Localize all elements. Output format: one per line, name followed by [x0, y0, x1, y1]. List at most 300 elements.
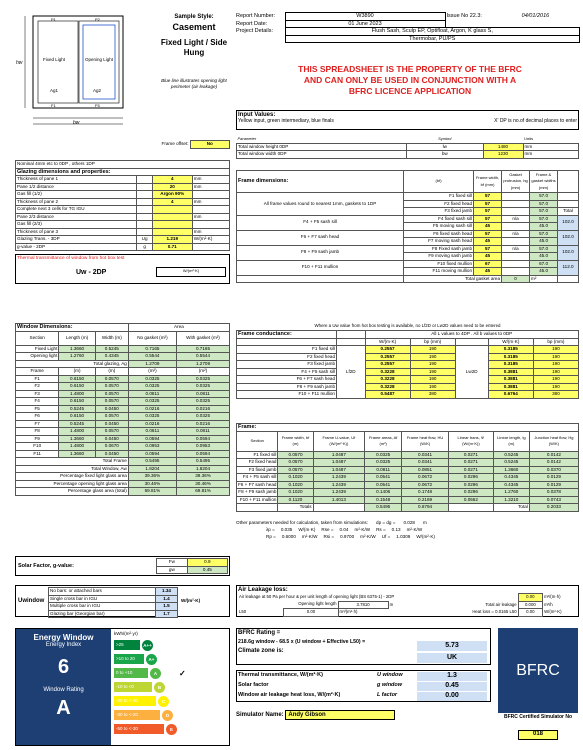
frame-cell: F11	[16, 450, 59, 458]
warning-line-1: THIS SPREADSHEET IS THE PROPERTY OF THE BFRC	[298, 64, 522, 74]
frame-cell: F6	[16, 413, 59, 421]
input-dp-note: X' DP is no.of decimal places to enter	[494, 118, 577, 124]
frame-cell: F8	[16, 428, 59, 436]
frame-cell: 0.0216	[177, 405, 230, 413]
rating-check-icon: ✓	[179, 668, 186, 678]
glazing-cell: Gas fill (2/3)	[16, 221, 137, 229]
frame2-cell: 0.1020	[278, 489, 313, 497]
glazing-cell	[137, 213, 152, 221]
energy-band	[114, 667, 229, 679]
frame-cell: 0.0570	[95, 375, 128, 383]
l50-label: L50	[239, 609, 247, 614]
l50-unit: m³/(m²·h)	[339, 609, 358, 615]
bfrc-value: 5.73	[417, 641, 487, 651]
simulator-name[interactable]: Andy Gibson	[285, 710, 395, 720]
frame2-col: Frame areas, Af (m²)	[365, 431, 402, 451]
glazing-cell[interactable]	[152, 206, 192, 214]
frame-offset	[15, 140, 230, 149]
frame-cell: F9	[16, 435, 59, 443]
kwh-label: kWh/(m²·yr)	[114, 631, 138, 636]
frame2-cell: 0.1406	[365, 489, 402, 497]
band-letter: B	[154, 682, 165, 693]
frame2-cell: 0.0562	[448, 496, 493, 504]
lw-value[interactable]: 0.3881	[488, 376, 533, 384]
frame-cell: 0.0450	[95, 420, 128, 428]
band-letter: A+	[146, 654, 157, 665]
frame-dim-cell[interactable]: 57	[474, 200, 502, 208]
bfrc-formula: 218.6g window - 68.5 x (U window + Effective L50) =	[238, 639, 366, 645]
project-details-label: Project Details:	[236, 28, 273, 34]
fw-value[interactable]: 0.9	[187, 559, 227, 567]
frame-dim-cell[interactable]: 45	[474, 268, 502, 276]
sf-symbol: g window	[377, 682, 403, 688]
lp-value: 0.035	[280, 527, 293, 532]
uw-label: Single cross bar in IGU	[49, 595, 156, 603]
frame2-cell: 0.0570	[278, 466, 313, 474]
frame2-cell: 0.4345	[493, 474, 529, 482]
issue-label: Issue No 22.3:	[446, 13, 482, 19]
frame-dim-cell[interactable]: 57	[474, 193, 502, 201]
conductance-sub: All L values to 4DP . All b values to 0DP	[365, 331, 578, 339]
frame-dim-cell: F2 fixed head	[404, 200, 474, 208]
solar-label: Solar Factor, g-value:	[18, 563, 74, 569]
frame2-cell: 1.2760	[493, 489, 529, 497]
frame-dim-cell[interactable]: 45	[474, 238, 502, 246]
report-date-label: Report Date:	[236, 20, 268, 27]
frame-dim-cell: 57.0	[530, 193, 558, 201]
window-width-input[interactable]: 1230	[483, 151, 523, 159]
uw-label: Glazing bar (Georgian bar)	[49, 610, 156, 618]
glazing-cell[interactable]: 1.219	[152, 236, 192, 244]
glazing-cell: Glazing Trans. - 3DP	[16, 236, 137, 244]
frame2-cell: 0.0851	[402, 466, 449, 474]
fw-label: Fw	[157, 559, 188, 567]
sum-value: 0.5495	[128, 458, 176, 466]
glazing-cell	[192, 243, 229, 251]
frame-heat-table	[236, 423, 579, 512]
frame-cell: 0.0325	[128, 413, 176, 421]
sum-value: 1.8204	[177, 465, 230, 473]
tt-label: Thermal transmittance, W/(m²·K)	[238, 672, 323, 678]
climate-zone-value: UK	[417, 653, 487, 663]
rsi-label: Rsi =	[323, 534, 335, 539]
project-details-2: Thermobar, PU/PS	[285, 35, 580, 43]
frame-dim-cell: 57.0	[530, 230, 558, 238]
energy-title: Energy Window	[33, 633, 94, 642]
lf-b[interactable]: 190	[410, 346, 455, 354]
frame2-col: Frame U-value, Uf (W/(m²·K))	[313, 431, 365, 451]
lp-label: λp =	[266, 527, 275, 532]
energy-index-value: 6	[57, 656, 70, 678]
lf-value[interactable]: 0.3228	[365, 383, 410, 391]
rse-value: 0.04	[339, 527, 349, 532]
group-total: 112.0	[558, 260, 579, 275]
frame2-cell: 0.1548	[365, 496, 402, 504]
glazing-cell[interactable]	[152, 213, 192, 221]
air-line-value[interactable]: 0.00	[518, 594, 542, 602]
frame2-cell: F6 + F7 sash head	[238, 481, 277, 487]
frame2-cell: 0.5245	[493, 459, 529, 467]
empty	[455, 338, 488, 346]
frame2-col: Linear trans, Ψ (W/(m·K))	[448, 431, 493, 451]
lf-value[interactable]: 0.3228	[365, 376, 410, 384]
lw-b[interactable]: 380	[533, 391, 578, 399]
frame2-cell: 0.0378	[529, 489, 578, 497]
lw-value[interactable]: 0.3881	[488, 383, 533, 391]
frame-dim-cell: F5 moving sash sill	[404, 223, 474, 231]
frame-dims-title: Frame dimensions:	[237, 171, 404, 193]
band-letter: A	[150, 668, 161, 679]
frame2-cell: 0.0341	[402, 451, 449, 459]
empty	[237, 275, 404, 283]
glazing-cell	[192, 221, 229, 229]
frame-hdr: (m²)	[177, 368, 230, 376]
rp-value: 0.6000	[281, 534, 296, 539]
lw-b[interactable]: 190	[533, 361, 578, 369]
uw-unit: W/(m²·K)	[182, 268, 200, 273]
glazing-cell[interactable]	[152, 228, 192, 236]
dp-label: dp = dg =	[376, 520, 396, 525]
col-h: bp (mm)	[410, 338, 455, 346]
frame-dim-cell: 45.0	[530, 253, 558, 261]
frame2-cell: F8 + F9 sash jamb	[238, 489, 277, 494]
sum-value: 1.2709	[177, 360, 230, 368]
lw-value[interactable]: 0.6764	[488, 391, 533, 399]
frame2-cell: 0.1020	[278, 481, 313, 489]
lw-b[interactable]: 190	[533, 346, 578, 354]
frame-cell: 0.0216	[128, 420, 176, 428]
other-title: Other parameters needed for calculation, taken from simulations:	[236, 520, 369, 525]
frame-dim-cell	[502, 253, 530, 261]
win-cell: 0.7165	[177, 345, 230, 353]
col-h: W/(m·K)	[365, 338, 410, 346]
glazing-cell[interactable]: 0.71	[152, 243, 192, 251]
frame-dim-cell[interactable]: 57	[474, 245, 502, 253]
glazing-cell[interactable]: 4	[152, 198, 192, 206]
report-date: 01 June 2023	[285, 20, 445, 28]
frame2-cell: 1.4013	[313, 496, 365, 504]
frame-dim-cell[interactable]: 57	[474, 215, 502, 223]
gasket-label: Total gasket area	[404, 275, 502, 283]
frame-conductance	[236, 323, 579, 399]
lw-value[interactable]: 0.3185	[488, 353, 533, 361]
frame2-cell: F4 + F5 sash sill	[237, 474, 278, 482]
frame2-cell: 0.0325	[365, 451, 402, 459]
frame2-cell: 0.0570	[278, 459, 313, 467]
glazing-cell: Thickness of pane 3	[16, 228, 137, 236]
glazing-cell	[192, 206, 229, 214]
gw-value: 0.45	[187, 566, 227, 574]
lf-b[interactable]: 190	[410, 376, 455, 384]
perim-label: Opening light length	[298, 601, 337, 607]
total-af: 0.5495	[365, 504, 402, 512]
frame-dims-col-header: (bf)	[404, 171, 474, 193]
sum-label: Total Frame	[16, 458, 129, 466]
frame-cell: F1	[16, 375, 59, 383]
frame-dim-cell: n/a	[502, 230, 530, 238]
cond-label: F3 fixed jamb	[237, 361, 337, 369]
frame2-cell: F3 fixed jamb	[237, 466, 278, 474]
casement-diagram	[15, 12, 155, 130]
bfrc-logo: BFRC	[498, 628, 578, 713]
window-rating-value: A	[56, 697, 71, 719]
glazing-cell	[137, 206, 152, 214]
lw-value[interactable]: 0.3185	[488, 346, 533, 354]
frame-cell: 0.0594	[177, 435, 230, 443]
glazing-cell[interactable]: 20	[152, 183, 192, 191]
lf-value[interactable]: 0.3228	[365, 368, 410, 376]
frame-dim-cell	[502, 238, 530, 246]
frame-dim-cell[interactable]: 45	[474, 223, 502, 231]
lw-value[interactable]: 0.3881	[488, 368, 533, 376]
glazing-cell	[192, 191, 229, 199]
energy-band	[114, 653, 229, 665]
lf-b[interactable]: 190	[410, 368, 455, 376]
band-range: 0 to +10	[114, 668, 148, 678]
energy-band	[114, 681, 229, 693]
glazing-cell[interactable]: Argon 90%	[152, 191, 192, 199]
glazing-cell	[137, 191, 152, 199]
lf-b[interactable]: 380	[410, 391, 455, 399]
rs-unit: m²·K/W	[406, 527, 423, 532]
lw-b[interactable]: 190	[533, 353, 578, 361]
frame-cell: 1.4800	[59, 428, 95, 436]
lw-value[interactable]: 0.3185	[488, 361, 533, 369]
licence-warning	[240, 64, 580, 97]
sum-value: 1.8204	[128, 465, 176, 473]
frame2-title: Frame:	[237, 424, 579, 432]
frame2-cell: 0.1748	[402, 489, 449, 497]
frame2-cell: 0.0743	[529, 496, 578, 504]
cond-label: F6 + F7 sash head	[237, 376, 337, 384]
style-sub: Fixed Light / Side Hung	[160, 38, 228, 57]
perim-value: 3.7810	[338, 601, 388, 609]
frame-cell: F10	[16, 443, 59, 451]
win-cell: 1.2760	[59, 353, 95, 361]
group-total: 102.0	[558, 230, 579, 245]
frame-cell: 1.4800	[59, 390, 95, 398]
frame2-cell: 1.3660	[493, 466, 529, 474]
style-box	[160, 14, 228, 90]
frame-dim-cell: F4 fixed sash sill	[404, 215, 474, 223]
band-range: -50 to <-30	[114, 724, 164, 734]
empty	[337, 338, 366, 346]
frame-dim-cell	[502, 260, 530, 268]
band-letter: A++	[142, 640, 153, 651]
frame-dim-cell: 57.0	[530, 200, 558, 208]
glazing-cell	[137, 176, 152, 184]
frame-dims-col-header: Frame & gasket widths (mm)	[530, 171, 558, 193]
input-legend: Yellow input, green intermediary, blue finals	[238, 118, 334, 124]
frame-group-label: F10 + F11 mullion	[237, 260, 404, 275]
frame-cell: 0.0594	[177, 450, 230, 458]
frame-dim-cell: F8 Fixed sash jamb	[404, 245, 474, 253]
sum-label: Total Window, Aw	[16, 465, 129, 473]
frame-dim-cell: 57.0	[530, 215, 558, 223]
frame-dim-cell[interactable]: 45	[474, 253, 502, 261]
al-label: Window air leakage heat loss, W/(m²·K)	[238, 692, 341, 698]
frame-cell: F7	[16, 420, 59, 428]
project-details-1: Flush Sash, Sculp EP, Optifloat, Argon, K glass S,	[285, 28, 580, 36]
dp-value: 0.028	[403, 520, 415, 525]
frame-cell: 0.0811	[128, 428, 176, 436]
frame-cell: 0.0450	[95, 435, 128, 443]
frame-dims-col-header: Gasket protrusion, bg (mm)	[502, 171, 530, 193]
frame2-cell: 0.0296	[448, 481, 493, 489]
report-number-label: Report Number:	[236, 13, 276, 19]
cert-label: BFRC Certified Simulator No	[503, 714, 573, 720]
win-cell: 0.5245	[95, 345, 128, 353]
frame-dim-cell: 67.0	[530, 260, 558, 268]
frame-cell: 0.0325	[128, 375, 176, 383]
frame2-cell: 0.0296	[448, 474, 493, 482]
frame-cell: 0.0216	[177, 420, 230, 428]
other-params	[236, 520, 579, 550]
uw-value: 1.5	[156, 603, 178, 611]
frame2-cell: 0.0129	[529, 474, 578, 482]
frame2-col: Junction heat flow, Hg (W/K)	[529, 431, 578, 451]
lf-value[interactable]: 0.2557	[365, 361, 410, 369]
rsi-value: 0.9700	[340, 534, 355, 539]
glazing-cell	[137, 198, 152, 206]
frame-dim-cell[interactable]: 57	[474, 208, 502, 216]
window-height-input[interactable]: 1480	[483, 143, 523, 151]
frame-offset-value[interactable]: No	[190, 141, 230, 149]
frame2-cell: 0.0370	[529, 466, 578, 474]
frame2-cell: 0.0570	[278, 451, 313, 459]
frame-group-label: F4 + F5 sash sill	[237, 215, 404, 230]
frame-dim-cell: F3 fixed jamb	[404, 208, 474, 216]
frame-cell: 0.0570	[95, 383, 128, 391]
empty	[337, 331, 366, 339]
frame-dimensions	[236, 170, 579, 283]
glazing-title: Glazing dimensions and properties:	[16, 168, 230, 176]
label-hw: hw	[16, 60, 23, 66]
glazing-cell[interactable]	[152, 221, 192, 229]
style-note: Blue line illustrates opening light perimeter (air leakage)	[161, 78, 227, 89]
lf-b[interactable]: 190	[410, 361, 455, 369]
glazing-cell[interactable]: 4	[152, 176, 192, 184]
frame2-cell: 0.0811	[365, 466, 402, 474]
symbol-header: Symbol	[438, 136, 452, 141]
win-col-header: No gasket (m²)	[128, 331, 176, 345]
frame-hdr: (m²)	[128, 368, 176, 376]
band-range: >25	[114, 640, 140, 650]
total-air-unit: m³/h	[544, 601, 553, 607]
glazing-cell: Gas fill (1/2)	[16, 191, 137, 199]
frame-dim-cell: 45.0	[530, 238, 558, 246]
glazing-cell: mm	[192, 176, 229, 184]
rse-label: Rse =	[321, 527, 334, 532]
energy-bands	[114, 631, 229, 737]
lw-symbol: Lw2D	[455, 346, 488, 399]
win-col-header: With gasket (m²)	[177, 331, 230, 345]
bfrc-rating	[236, 628, 579, 746]
lw-b[interactable]: 190	[533, 368, 578, 376]
lw-b[interactable]: 190	[533, 376, 578, 384]
width-symbol: bw	[407, 151, 484, 159]
win-col-header: Length (m)	[59, 331, 95, 345]
win-cell: Opening light	[16, 353, 59, 361]
lf-b[interactable]: 190	[410, 353, 455, 361]
frame-cell: 0.0570	[95, 398, 128, 406]
frame-cell: 0.0325	[128, 398, 176, 406]
lf-value[interactable]: 0.2557	[365, 346, 410, 354]
air-line-unit: m³/(m·h)	[544, 594, 561, 599]
frame-group-label: F8 + F9 sash jamb	[237, 245, 404, 260]
band-range: >10 to 20	[114, 654, 144, 664]
frame-cell: 0.0594	[128, 435, 176, 443]
lf-value[interactable]: 0.2557	[365, 353, 410, 361]
uf-label: Uf =	[381, 534, 391, 539]
rsi-unit: m²·K/W	[360, 534, 376, 539]
empty	[313, 504, 365, 512]
win-cell: 1.3660	[59, 345, 95, 353]
uw-input[interactable]	[156, 267, 226, 277]
frame2-col: Section	[237, 431, 278, 451]
frame-hdr: (m)	[59, 368, 95, 376]
frame-cell: 0.0570	[95, 390, 128, 398]
l50-value: 0.00	[284, 609, 338, 617]
glazing-cell: Complete next 3 cells for TG IGU	[16, 206, 137, 214]
frame-cell: 0.6150	[59, 413, 95, 421]
lf-value[interactable]: 0.5487	[365, 391, 410, 399]
frame-cell: 0.5245	[59, 420, 95, 428]
lf-b[interactable]: 190	[410, 383, 455, 391]
al-value: 0.00	[417, 692, 487, 701]
frame2-cell: 0.0271	[448, 466, 493, 474]
frame2-cell: 0.0541	[365, 481, 402, 489]
frame-dim-cell[interactable]: 67	[474, 260, 502, 268]
frame-cell: 0.5245	[59, 405, 95, 413]
sum-label: Percentage opening light glass area	[16, 480, 129, 488]
energy-label	[15, 628, 230, 746]
units-header: Units	[524, 136, 534, 141]
frame2-cell: 1.0487	[313, 459, 365, 467]
frame2-cell: 0.0325	[365, 459, 402, 467]
frame2-col: Frame width, bf (m)	[278, 431, 313, 451]
uw-label: Multiple cross bar in IGU	[49, 603, 156, 611]
label-opening-light: Opening Light	[85, 57, 114, 62]
win-col-header: Section	[16, 331, 59, 345]
frame-dim-cell	[502, 268, 530, 276]
lw-b[interactable]: 190	[533, 383, 578, 391]
hotbox-box	[15, 254, 230, 284]
frame-cell: 0.0325	[128, 383, 176, 391]
frame-cell: 0.0325	[177, 413, 230, 421]
nominal-note: Nominal 4mm etc to 0DP , others 1DP	[16, 161, 230, 169]
uw-label: Uw - 2DP	[76, 269, 107, 276]
empty	[237, 338, 337, 346]
frame-dim-cell: F9 moving sash jamb	[404, 253, 474, 261]
frame-dims-col-header: Frame width, bf (mm)	[474, 171, 502, 193]
air-line-label: Air leakage at 50 Pa per hour & per unit length of opening light (BS 6375-1) - 2DP	[239, 593, 395, 599]
group-total: 102.0	[558, 215, 579, 230]
glazing-cell: Pane 2/3 distance	[16, 213, 137, 221]
window-dims-title: Window Dimensions:	[16, 324, 129, 332]
frame-cell: 0.0325	[177, 375, 230, 383]
sum-value: 0.5495	[177, 458, 230, 466]
frame-cell: 0.6150	[59, 375, 95, 383]
perim-unit: m	[389, 601, 394, 607]
frame-dim-cell[interactable]: 57	[474, 230, 502, 238]
width-unit: mm	[523, 151, 578, 159]
hotbox-label: Thermal transmittance of window from hot box test	[17, 256, 125, 261]
group-total: 102.0	[558, 245, 579, 260]
frame-cell: 0.0953	[177, 443, 230, 451]
totals-label: Totals	[278, 504, 313, 512]
rs-label: Rs =	[376, 527, 386, 532]
